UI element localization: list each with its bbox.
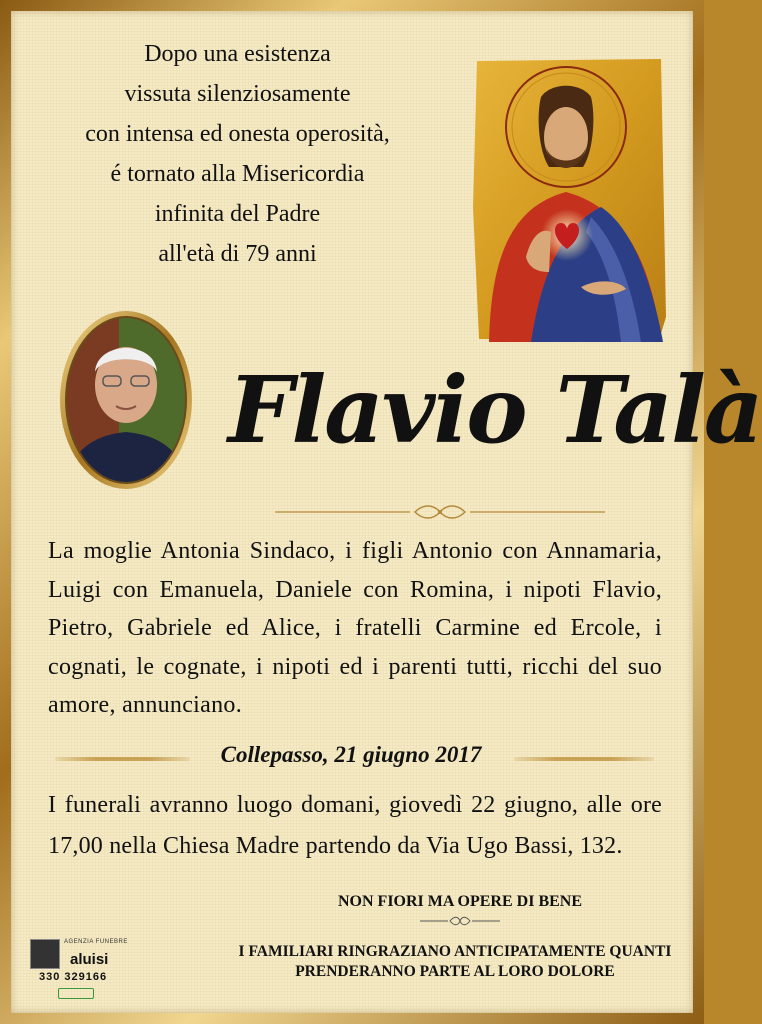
thanks-note: [220, 942, 690, 982]
family-announcement: La moglie Antonia Sindaco, i figli Antonio con Annamaria, Luigi con Emanuela, Daniele con Romina, i nipoti Flavio, Pietro, Gabriele ed Alice, i fratelli Carmine ed Ercole, i cognati, le cognate, i nipoti ed i parenti tutti, ricchi del suo amore, annunciano.: [48, 538, 662, 718]
divider-ornament: [275, 502, 605, 522]
whatsapp-badge-icon: [58, 988, 94, 999]
agency-name: aluisi: [70, 951, 109, 968]
intro-line: all'età di 79 anni: [158, 241, 317, 267]
gold-divider-left: [55, 757, 190, 761]
intro-line: vissuta silenziosamente: [124, 81, 351, 107]
funeral-info: I funerali avranno luogo domani, giovedì 22 giugno, alle ore 17,00 nella Chiesa Madre partendo da Via Ugo Bassi, 132.: [48, 792, 662, 859]
thanks-line: I FAMILIARI RINGRAZIANO ANTICIPATAMENTE QUANTI: [238, 943, 672, 960]
small-ornament: [420, 915, 500, 927]
agency-tagline: AGENZIA FUNEBRE: [64, 939, 128, 945]
intro-line: Dopo una esistenza: [144, 41, 331, 67]
agency-logo-icon: [30, 939, 60, 969]
agency-phone: 330 329166: [39, 971, 108, 983]
intro-text: [40, 34, 435, 274]
intro-line: infinita del Padre: [154, 201, 321, 227]
sacred-heart-icon-image: [471, 57, 668, 342]
no-flowers-note: NON FIORI MA OPERE DI BENE: [337, 893, 583, 910]
deceased-name: Flavio Talà: [228, 356, 762, 464]
place-date: Collepasso, 21 giugno 2017: [220, 742, 482, 767]
agency-logo-block: [30, 937, 130, 1005]
gold-divider-right: [514, 757, 654, 761]
thanks-line: PRENDERANNO PARTE AL LORO DOLORE: [295, 963, 615, 980]
intro-line: é tornato alla Misericordia: [110, 161, 365, 187]
deceased-portrait-photo: [59, 310, 193, 490]
intro-line: con intensa ed onesta operosità,: [85, 121, 390, 147]
